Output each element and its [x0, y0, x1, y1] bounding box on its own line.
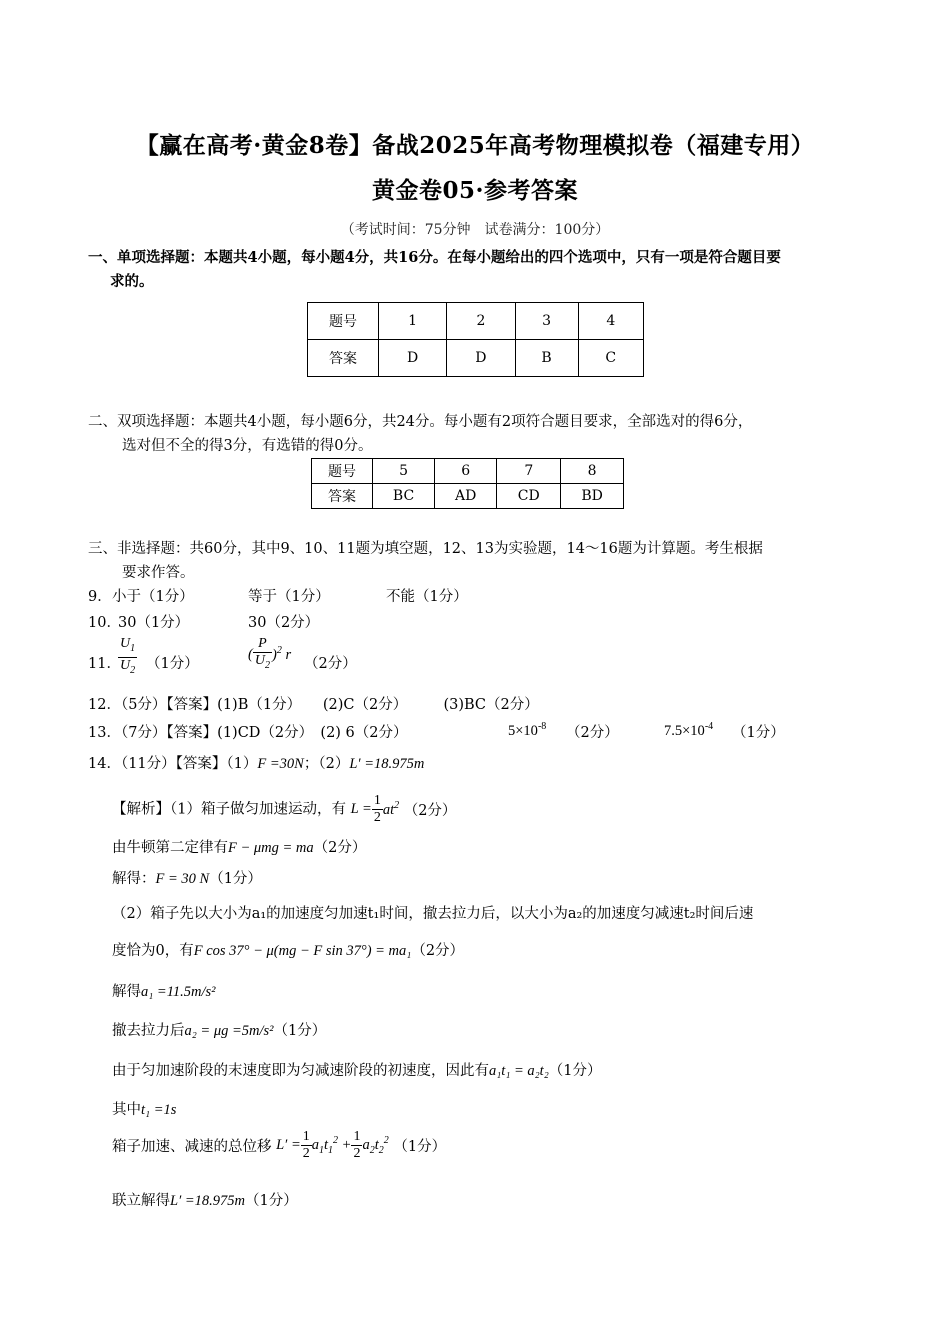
q12-answer: 12．（5分）【答案】(1)B（1分） (2)C（2分） (3)BC（2分）: [88, 697, 539, 713]
q14-analysis-line4: （2）箱子先以大小为a₁的加速度匀加速t₁时间，撤去拉力后，以大小为a₂的加速度匀减速t₂时间后速: [112, 906, 754, 922]
table-cell: 4: [578, 303, 643, 340]
section2-answer-table: [311, 458, 624, 509]
q13-value-4: $7.5\times 10^{-4}$: [664, 721, 714, 739]
q9-answer-2: 等于（1分）: [248, 589, 330, 605]
section1-heading: 一、单项选择题：本题共4小题，每小题4分，共16分。在每小题给出的四个选项中，只有一项是符合题目要 求的。: [88, 249, 781, 290]
section1-answer-table: [307, 302, 644, 377]
table-cell: B: [515, 340, 578, 377]
q10-number: 10．: [88, 615, 121, 631]
table-header-number: 题号: [312, 459, 373, 484]
q14-analysis-line8: 由于匀加速阶段的末速度即为匀减速阶段的初速度，因此有a₁t₁ = a₂t₂（1分）: [112, 1063, 602, 1079]
table-cell: D: [379, 340, 447, 377]
page-subtitle: 黄金卷05·参考答案: [371, 177, 578, 204]
q10-answer-2: 30（2分）: [248, 615, 320, 631]
section3-heading: 三、非选择题：共60分，其中9、10、11题为填空题，12、13为实验题，14～16题为计算题。考生根据 要求作答。: [88, 541, 763, 581]
q14-analysis-line6: 解得a₁ =11.5m/s²: [112, 984, 216, 1000]
q14-analysis-line10: 箱子加速、减速的总位移 L′ = $\frac{1}{2}$ $a_1t_1^2$ + $\frac{1}{2}$ $a_2t_2^2$ （1分）: [112, 1129, 447, 1161]
q14-analysis-line11: 联立解得L′ =18.975m（1分）: [112, 1193, 298, 1209]
table-cell: 7: [497, 459, 561, 484]
table-cell: BD: [561, 484, 624, 509]
q13-answer: 13．（7分）【答案】(1)CD（2分） (2) 6（2分）: [88, 725, 408, 741]
table-header-answer: 答案: [312, 484, 373, 509]
table-cell: 5: [373, 459, 435, 484]
q11-score-1: （1分）: [146, 656, 199, 672]
q9-answer-1: 小于（1分）: [112, 589, 194, 605]
q14-analysis-line5: 度恰为0，有F cos 37° − μ(mg − F sin 37°) = ma₁（2分）: [112, 943, 465, 959]
q11-number: 11．: [88, 656, 121, 672]
table-cell: D: [447, 340, 515, 377]
table-cell: AD: [435, 484, 497, 509]
table-cell: 8: [561, 459, 624, 484]
q13-score-3: （2分）: [566, 725, 619, 741]
section2-heading: 二、双项选择题：本题共4小题，每小题6分，共24分。每小题有2项符合题目要求，全部选对的得6分， 选对但不全的得3分，有选错的得0分。: [88, 414, 753, 454]
q11-formula-power: ( $\frac{P}{U_2}$ )$^2$ r: [248, 636, 292, 671]
q13-value-3: $5\times 10^{-8}$: [508, 721, 547, 739]
q9-number: 9．: [88, 589, 112, 605]
exam-info: （考试时间：75分钟 试卷满分：100分）: [340, 222, 610, 238]
q10-answer-1: 30（1分）: [118, 615, 190, 631]
table-cell: 3: [515, 303, 578, 340]
table-cell: BC: [373, 484, 435, 509]
table-cell: 6: [435, 459, 497, 484]
table-cell: 1: [379, 303, 447, 340]
q9-answer-3: 不能（1分）: [386, 589, 468, 605]
q14-analysis-line7: 撤去拉力后a₂ = μg =5m/s²（1分）: [112, 1023, 327, 1039]
q11-fraction-u1-u2: $\frac{U_1}{U_2}$: [120, 636, 136, 676]
q14-answer: 14．（11分）【答案】（1）F =30N；（2）L′ =18.975m: [88, 756, 425, 772]
q11-score-2: （2分）: [304, 656, 357, 672]
q14-analysis-line2: 由牛顿第二定律有F − μmg = ma（2分）: [112, 840, 367, 856]
table-cell: CD: [497, 484, 561, 509]
q14-analysis-line9: 其中t₁ =1s: [112, 1102, 177, 1118]
q14-analysis-line1: 【解析】（1）箱子做匀加速运动，有 L = $\frac{1}{2}$ $at^2$ （2分）: [112, 793, 457, 825]
q13-score-4: （1分）: [732, 725, 785, 741]
page-title: 【赢在高考·黄金8卷】备战2025年高考物理模拟卷（福建专用）: [135, 132, 815, 159]
table-header-answer: 答案: [308, 340, 379, 377]
table-header-number: 题号: [308, 303, 379, 340]
q14-analysis-line3: 解得：F = 30 N（1分）: [112, 871, 262, 887]
table-cell: C: [578, 340, 643, 377]
table-cell: 2: [447, 303, 515, 340]
